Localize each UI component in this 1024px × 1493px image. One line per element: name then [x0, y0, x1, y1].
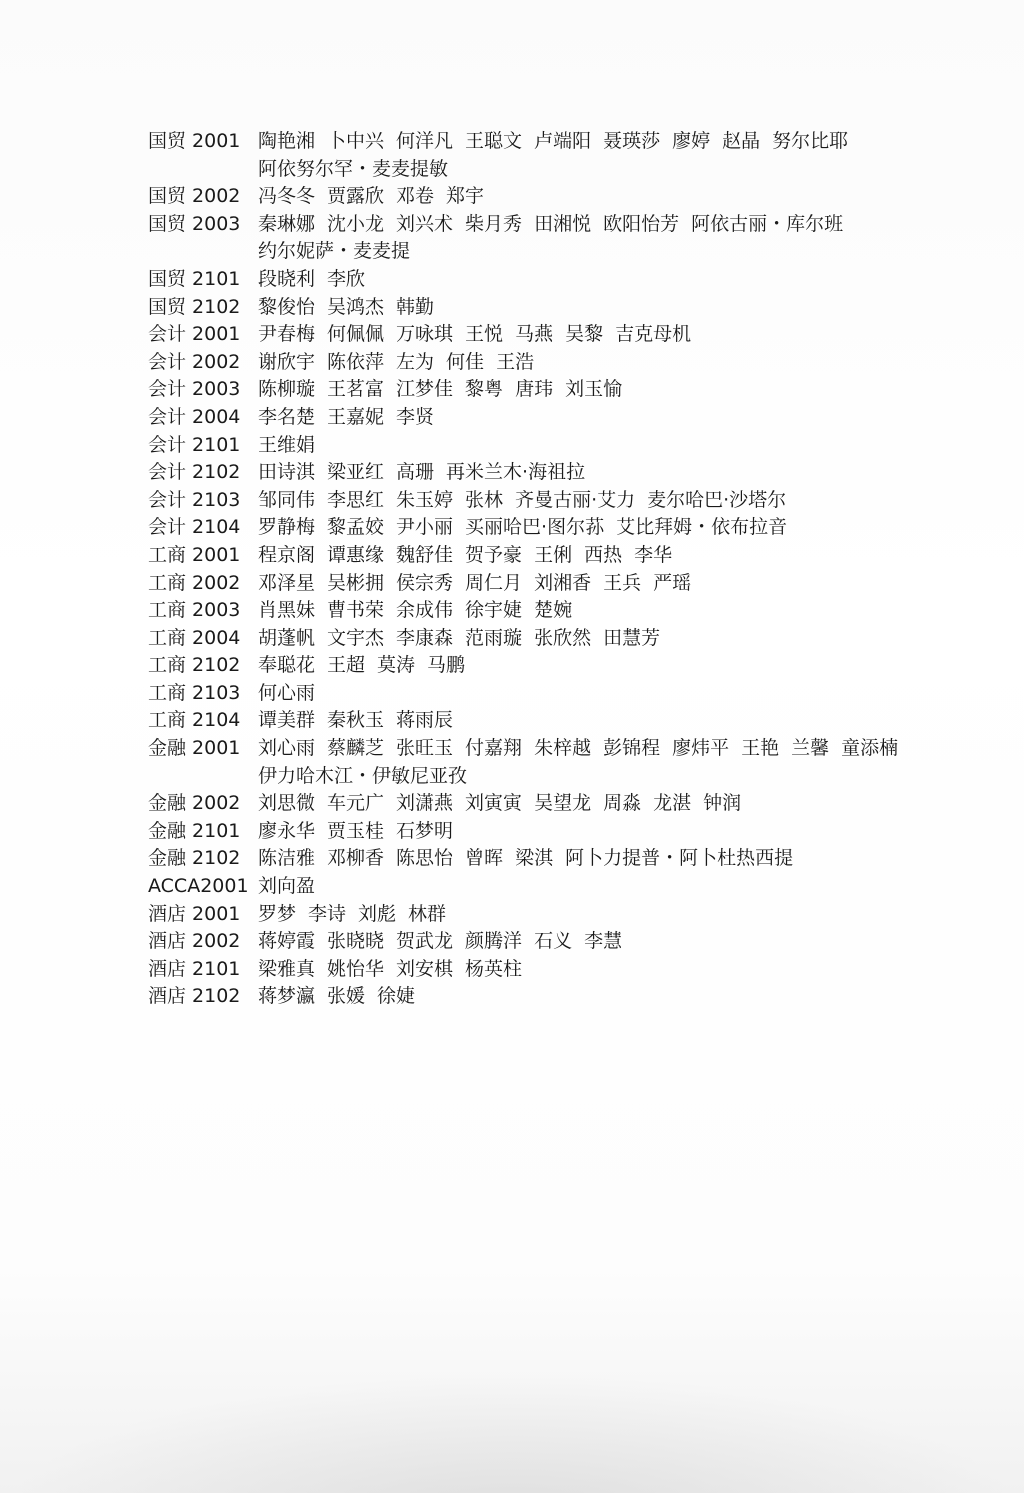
student-name: 何洋凡 [396, 130, 454, 152]
student-name: 韩勤 [396, 295, 435, 318]
roster-row [148, 873, 1008, 901]
student-name: 邓柳香 [327, 847, 385, 870]
class-label: 会计 2001 [148, 323, 241, 346]
student-name: 蒋婷霞 [258, 930, 316, 953]
student-name: 王浩 [496, 350, 535, 373]
student-name: 童添楠 [841, 737, 899, 760]
roster-row [148, 597, 1008, 625]
student-name: 龙湛 [653, 792, 692, 815]
student-name: 谢欣宇 [258, 350, 316, 373]
student-name: 艾比拜姆・依布拉音 [616, 516, 788, 539]
student-name: 何心雨 [258, 681, 316, 704]
student-name: 欧阳怡芳 [603, 212, 680, 235]
student-name: 李名楚 [258, 405, 316, 428]
student-name: 徐宇婕 [465, 599, 523, 622]
student-name: 贾玉桂 [327, 819, 385, 842]
student-name: 何佳 [446, 350, 485, 373]
student-name: 马鹏 [427, 654, 466, 677]
student-name: 黎粤 [465, 378, 504, 401]
student-name: 卢端阳 [534, 130, 592, 152]
class-label: 国贸 2003 [148, 212, 241, 235]
student-name: 姚怡华 [327, 957, 385, 980]
roster-row [148, 294, 1008, 322]
student-names [258, 818, 918, 846]
student-name: 田湘悦 [534, 212, 592, 235]
class-label: 酒店 2001 [148, 902, 241, 925]
student-names [258, 211, 918, 266]
roster-row [148, 459, 1008, 487]
roster-row [148, 514, 1008, 542]
student-name: 陈依萍 [327, 350, 385, 373]
student-name: 李诗 [308, 902, 347, 925]
student-name: 王维娟 [258, 433, 316, 456]
student-name: 尹春梅 [258, 323, 316, 346]
student-name: 李思红 [327, 488, 385, 511]
student-names [258, 432, 918, 460]
student-name: 田慧芳 [603, 626, 661, 649]
student-name: 刘安棋 [396, 957, 454, 980]
student-name: 陈柳璇 [258, 378, 316, 401]
student-names [258, 321, 918, 349]
student-name: 朱梓越 [534, 737, 592, 760]
student-name: 曾晖 [465, 847, 504, 870]
roster-row [148, 570, 1008, 598]
student-name: 兰馨 [791, 737, 830, 760]
student-name: 王超 [327, 654, 366, 677]
student-name: 王俐 [534, 543, 573, 566]
student-name: 刘心雨 [258, 737, 316, 760]
student-name: 文宇杰 [327, 626, 385, 649]
student-name: 王聪文 [465, 130, 523, 152]
roster-row [148, 211, 1008, 266]
student-names [258, 349, 918, 377]
student-name: 石梦明 [396, 819, 454, 842]
class-label: 国贸 2102 [148, 295, 241, 318]
student-name: 徐婕 [377, 985, 416, 1008]
class-label: 工商 2104 [148, 709, 241, 732]
roster-row [148, 376, 1008, 404]
student-name: 贺武龙 [396, 930, 454, 953]
class-label: 工商 2002 [148, 571, 241, 594]
student-name: 邹同伟 [258, 488, 316, 511]
student-name: 齐曼古丽·艾力 [515, 488, 636, 511]
class-label: 国贸 2101 [148, 267, 241, 290]
student-name: 范雨璇 [465, 626, 523, 649]
student-name: 莫涛 [377, 654, 416, 677]
student-name: 秦琳娜 [258, 212, 316, 235]
student-name: 罗梦 [258, 902, 297, 925]
roster-row [148, 818, 1008, 846]
student-name: 唐玮 [515, 378, 554, 401]
roster-row [148, 487, 1008, 515]
student-name: 何佩佩 [327, 323, 385, 346]
student-name: 江梦佳 [396, 378, 454, 401]
roster-row [148, 432, 1008, 460]
student-name: 吴彬拥 [327, 571, 385, 594]
page-shadow [0, 1373, 1024, 1493]
student-name: 王嘉妮 [327, 405, 385, 428]
student-names [258, 459, 918, 487]
student-names [258, 404, 918, 432]
student-name: 刘潇燕 [396, 792, 454, 815]
student-name: 刘寅寅 [465, 792, 523, 815]
student-names [258, 376, 918, 404]
student-name: 段晓利 [258, 267, 316, 290]
class-label: 会计 2002 [148, 350, 241, 373]
class-label: 会计 2004 [148, 405, 241, 428]
student-name: 刘向盈 [258, 875, 316, 898]
roster-row [148, 735, 1008, 790]
student-name: 买丽哈巴·图尔荪 [465, 516, 605, 539]
student-name: 李康森 [396, 626, 454, 649]
student-name: 李华 [634, 543, 673, 566]
roster-row [148, 404, 1008, 432]
student-name: 周仁月 [465, 571, 523, 594]
student-name: 柴月秀 [465, 212, 523, 235]
roster-row [148, 266, 1008, 294]
student-name: 罗静梅 [258, 516, 316, 539]
student-name: 梁亚红 [327, 461, 385, 484]
roster-row [148, 790, 1008, 818]
student-name: 李慧 [584, 930, 623, 953]
student-name: 廖永华 [258, 819, 316, 842]
student-name: 阿卜力提普・阿卜杜热西提 [565, 847, 794, 870]
student-names [258, 983, 918, 1011]
roster-row [148, 321, 1008, 349]
student-name: 赵晶 [722, 130, 761, 152]
student-names [258, 570, 918, 598]
class-label: 会计 2101 [148, 433, 241, 456]
student-name: 陶艳湘 [258, 130, 316, 152]
class-label: 工商 2103 [148, 681, 241, 704]
student-names [258, 735, 918, 790]
student-names [258, 294, 918, 322]
student-name: 王艳 [741, 737, 780, 760]
student-name: 秦秋玉 [327, 709, 385, 732]
student-names [258, 514, 918, 542]
student-name: 王兵 [603, 571, 642, 594]
student-name: 阿依古丽・库尔班 [691, 212, 844, 235]
student-name: 王茗富 [327, 378, 385, 401]
student-names [258, 845, 918, 873]
student-name: 再米兰木·海祖拉 [446, 461, 586, 484]
student-name: 郑宇 [446, 185, 485, 208]
student-name: 卜中兴 [327, 130, 385, 152]
student-name: 刘彪 [358, 902, 397, 925]
student-name: 陈思怡 [396, 847, 454, 870]
student-name: 魏舒佳 [396, 543, 454, 566]
class-label: 国贸 2002 [148, 185, 241, 208]
student-name: 麦尔哈巴·沙塔尔 [647, 488, 787, 511]
student-names [258, 873, 918, 901]
student-name: 侯宗秀 [396, 571, 454, 594]
student-name: 彭锦程 [603, 737, 661, 760]
student-names [258, 266, 918, 294]
student-name: 曹书荣 [327, 599, 385, 622]
roster-row [148, 845, 1008, 873]
student-names [258, 128, 918, 183]
class-label: 会计 2102 [148, 461, 241, 484]
student-name: 黎孟姣 [327, 516, 385, 539]
student-name: 颜腾洋 [465, 930, 523, 953]
roster-row [148, 956, 1008, 984]
student-name: 刘玉愉 [565, 378, 623, 401]
student-names [258, 680, 918, 708]
student-name: 程京阁 [258, 543, 316, 566]
student-names [258, 707, 918, 735]
roster-row [148, 625, 1008, 653]
roster-row [148, 349, 1008, 377]
student-name: 李欣 [327, 267, 366, 290]
student-name: 严瑶 [653, 571, 692, 594]
roster-row [148, 707, 1008, 735]
student-names [258, 183, 918, 211]
class-label: 会计 2103 [148, 488, 241, 511]
student-name: 刘思微 [258, 792, 316, 815]
class-label: 会计 2104 [148, 516, 241, 539]
roster-row [148, 652, 1008, 680]
student-name: 朱玉婷 [396, 488, 454, 511]
student-name: 陈洁雅 [258, 847, 316, 870]
class-label: 金融 2102 [148, 847, 241, 870]
student-name: 约尔妮萨・麦麦提 [258, 240, 411, 263]
student-name: 张晓晓 [327, 930, 385, 953]
roster-row [148, 928, 1008, 956]
student-name: 吴鸿杰 [327, 295, 385, 318]
roster-row [148, 901, 1008, 929]
roster-row [148, 128, 1008, 183]
student-name: 聂瑛莎 [603, 130, 661, 152]
student-name: 伊力哈木江・伊敏尼亚孜 [258, 764, 468, 787]
student-names [258, 487, 918, 515]
student-names [258, 956, 918, 984]
student-name: 蒋雨辰 [396, 709, 454, 732]
student-name: 张媛 [327, 985, 366, 1008]
class-label: 金融 2101 [148, 819, 241, 842]
class-label: 工商 2001 [148, 543, 241, 566]
student-name: 林群 [408, 902, 447, 925]
student-name: 张欣然 [534, 626, 592, 649]
class-label: 国贸 2001 [148, 130, 241, 152]
student-name: 努尔比耶 [772, 130, 849, 152]
student-name: 冯冬冬 [258, 185, 316, 208]
student-name: 付嘉翔 [465, 737, 523, 760]
student-name: 张林 [465, 488, 504, 511]
student-name: 胡蓬帆 [258, 626, 316, 649]
student-names [258, 928, 918, 956]
class-label: 工商 2003 [148, 599, 241, 622]
class-label: 酒店 2101 [148, 957, 241, 980]
student-names [258, 542, 918, 570]
roster-row [148, 542, 1008, 570]
student-name: 吉克母机 [615, 323, 692, 346]
roster-row [148, 983, 1008, 1011]
student-name: 张旺玉 [396, 737, 454, 760]
student-name: 石义 [534, 930, 573, 953]
student-name: 邓卷 [396, 185, 435, 208]
student-name: 杨英柱 [465, 957, 523, 980]
student-name: 西热 [584, 543, 623, 566]
student-name: 尹小丽 [396, 516, 454, 539]
class-label: 工商 2004 [148, 626, 241, 649]
roster-row [148, 680, 1008, 708]
student-name: 马燕 [515, 323, 554, 346]
student-name: 楚婉 [534, 599, 573, 622]
student-name: 奉聪花 [258, 654, 316, 677]
student-name: 田诗淇 [258, 461, 316, 484]
student-name: 廖炜平 [672, 737, 730, 760]
student-name: 王悦 [465, 323, 504, 346]
student-name: 贺予豪 [465, 543, 523, 566]
class-label: 金融 2001 [148, 737, 241, 760]
student-name: 肖黑妹 [258, 599, 316, 622]
student-name: 吴望龙 [534, 792, 592, 815]
student-name: 阿依努尔罕・麦麦提敏 [258, 157, 449, 180]
student-names [258, 625, 918, 653]
class-roster [148, 128, 1008, 1011]
student-names [258, 901, 918, 929]
class-label: 酒店 2002 [148, 930, 241, 953]
student-names [258, 790, 918, 818]
student-name: 钟润 [703, 792, 742, 815]
student-name: 梁雅真 [258, 957, 316, 980]
class-label: 工商 2102 [148, 654, 241, 677]
student-name: 梁淇 [515, 847, 554, 870]
student-name: 李贤 [396, 405, 435, 428]
student-name: 刘兴术 [396, 212, 454, 235]
student-name: 周淼 [603, 792, 642, 815]
student-name: 谭美群 [258, 709, 316, 732]
student-name: 谭惠缘 [327, 543, 385, 566]
student-name: 余成伟 [396, 599, 454, 622]
student-name: 吴黎 [565, 323, 604, 346]
student-name: 沈小龙 [327, 212, 385, 235]
student-name: 刘湘香 [534, 571, 592, 594]
student-name: 车元广 [327, 792, 385, 815]
student-names [258, 597, 918, 625]
class-label: ACCA2001 [148, 875, 249, 898]
class-label: 金融 2002 [148, 792, 241, 815]
student-name: 贾露欣 [327, 185, 385, 208]
student-name: 蒋梦瀛 [258, 985, 316, 1008]
student-name: 左为 [396, 350, 435, 373]
student-name: 高珊 [396, 461, 435, 484]
student-names [258, 652, 918, 680]
student-name: 廖婷 [672, 130, 711, 152]
student-name: 黎俊怡 [258, 295, 316, 318]
student-name: 万咏琪 [396, 323, 454, 346]
student-name: 蔡麟芝 [327, 737, 385, 760]
class-label: 酒店 2102 [148, 985, 241, 1008]
class-label: 会计 2003 [148, 378, 241, 401]
student-name: 邓泽星 [258, 571, 316, 594]
roster-row [148, 183, 1008, 211]
